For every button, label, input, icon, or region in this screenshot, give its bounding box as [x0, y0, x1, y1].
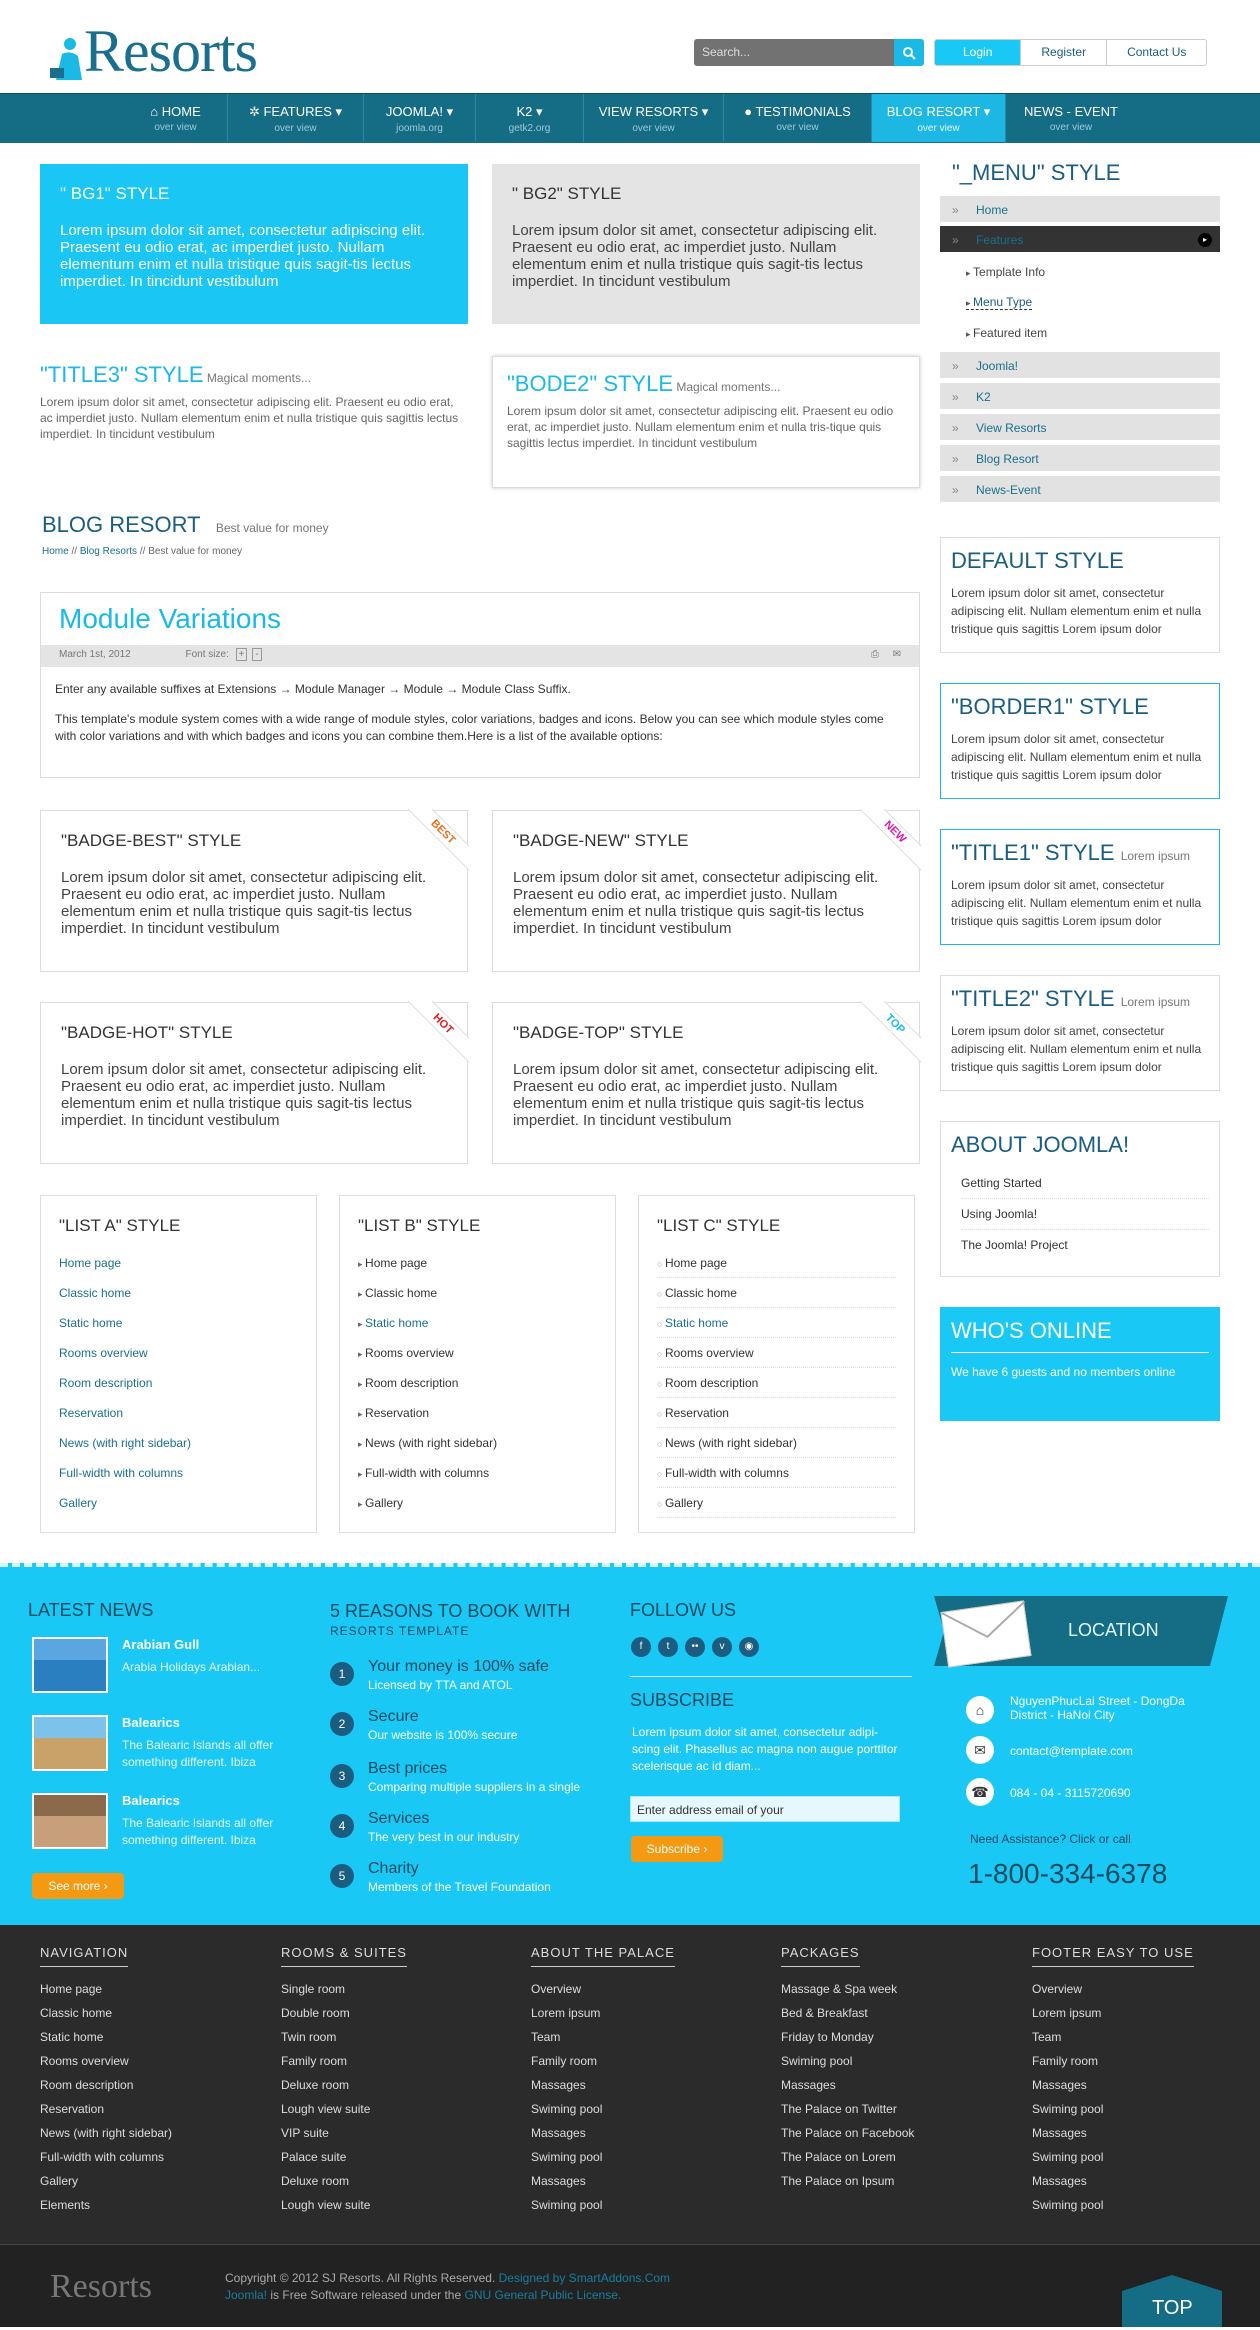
- location-banner: LOCATION: [930, 1596, 1228, 1666]
- contact-email[interactable]: contact@template.com: [1010, 1744, 1133, 1758]
- list-item[interactable]: ○ News (with right sidebar): [657, 1428, 896, 1458]
- nav-features[interactable]: ✲ FEATURES ▾ over view: [228, 94, 364, 142]
- copyright-text: Copyright © 2012 SJ Resorts. All Rights Reserved. Designed by SmartAddons.Com: [225, 2271, 671, 2285]
- bg2-title: " BG2" STYLE: [512, 184, 622, 203]
- news-thumb: [32, 1637, 108, 1693]
- logo[interactable]: [48, 18, 257, 84]
- list-item[interactable]: Home page: [59, 1256, 122, 1270]
- nav-news-event[interactable]: NEWS - EVENT over view: [1024, 104, 1118, 133]
- latest-news-title: LATEST NEWS: [28, 1600, 154, 1620]
- sidebar-sub-featured[interactable]: ▸ Featured item: [966, 326, 1047, 340]
- list-item[interactable]: ▸ Home page: [358, 1248, 597, 1278]
- gear-icon: ✲: [248, 104, 264, 119]
- copyright-bar: [0, 2244, 1260, 2327]
- footer-col-packages: PACKAGES Massage & Spa week Bed & Breakfast Friday to Monday Swiming pool Massages The Palace on Twitter The Palace on Facebook The Palace on Lorem The Palace on Ipsum: [781, 1945, 915, 2188]
- sidebar-item-news[interactable]: » News-Event: [940, 476, 1220, 504]
- bg1-title: " BG1" STYLE: [60, 184, 170, 203]
- bg1-text: Lorem ipsum dolor sit amet, consectetur adipiscing elit. Praesent eu odio erat, ac imperdiet justo. Nullam elementum enim et nulla tristique quis sagit-tis lectus imperdiet. In tincidunt vestibulum: [60, 222, 426, 290]
- article-meta: March 1st, 2012 Font size: + - ⎙ ✉: [41, 645, 919, 667]
- list-item[interactable]: ○ Static home: [657, 1308, 896, 1338]
- breadcrumb: Home // Blog Resorts // Best value for money: [42, 546, 243, 557]
- phone-icon: ☎: [966, 1778, 994, 1806]
- subscribe-title: SUBSCRIBE: [630, 1690, 735, 1710]
- list-item[interactable]: ▸ Rooms overview: [358, 1338, 597, 1368]
- nav-testimonials[interactable]: ● TESTIMONIALS over view: [724, 94, 872, 142]
- logo-figure-icon: [48, 24, 84, 80]
- footer-col-rooms: ROOMS & SUITES Single room Double room Twin room Family room Deluxe room Lough view suite VIP suite Palace suite Deluxe room Lough view suite: [281, 1945, 407, 2212]
- list-item[interactable]: Reservation: [59, 1406, 124, 1420]
- list-item[interactable]: ○ Reservation: [657, 1398, 896, 1428]
- contact-button[interactable]: Contact Us: [1106, 40, 1206, 65]
- article: Module Variations March 1st, 2012 Font size: + - ⎙ ✉ Enter any available suffixes at Extensions → Module Manager → Module → Module Class Suffix. This template's module system comes with a wide range of module styles, color variations, badges and icons. Below you can see which module styles come with color variations and with which badges and icons you can combine them.Here is a list of the available options:: [40, 592, 920, 778]
- title3-title: "TITLE3" STYLE: [40, 362, 204, 387]
- sidebar-sub-template-info[interactable]: ▸ Template Info: [966, 265, 1045, 279]
- search-button[interactable]: [894, 39, 924, 66]
- news-item[interactable]: Balearics The Balearic Islands all offer something different. Ibiza: [30, 1715, 290, 1773]
- article-title: Module Variations: [59, 603, 282, 634]
- register-button[interactable]: Register: [1020, 40, 1106, 65]
- email-input[interactable]: Enter address email of your: [630, 1796, 900, 1822]
- bg2-text: Lorem ipsum dolor sit amet, consectetur adipiscing elit. Praesent eu odio erat, ac imperdiet justo. Nullam elementum enim et nulla tristique quis sagit-tis lectus imperdiet. In tincidunt vestibulum: [512, 222, 878, 290]
- list-item[interactable]: News (with right sidebar): [59, 1436, 192, 1450]
- title2-module: "TITLE2" STYLE Lorem ipsum Lorem ipsum dolor sit amet, consectetur adipiscing elit. Nullam elementum enim et nulla tristique quis sagittis Lorem ipsum dolor: [940, 975, 1220, 1091]
- list-a-module: "LIST A" STYLE Home page Classic home Static home Rooms overview Room description Reservation News (with right sidebar) Full-width with columns Gallery: [40, 1195, 317, 1533]
- hotline: 1-800-334-6378: [968, 1858, 1168, 1889]
- list-item[interactable]: Classic home: [59, 1286, 132, 1300]
- bode2-module: "BODE2" STYLE Magical moments... Lorem ipsum dolor sit amet, consectetur adipiscing elit. Praesent eu odio erat, ac imperdiet justo. Nullam elementum enim et nulla tris-tique quis sagittis lectus imperdiet. In tincidunt vestibulum: [492, 356, 920, 488]
- home-icon: ⌂: [150, 104, 162, 119]
- auth-links: [934, 39, 1207, 66]
- list-item[interactable]: ○ Room description: [657, 1368, 896, 1398]
- footer-logo[interactable]: Resorts: [50, 2268, 152, 2305]
- title1-module: "TITLE1" STYLE Lorem ipsum Lorem ipsum dolor sit amet, consectetur adipiscing elit. Nullam elementum enim et nulla tristique quis sagittis Lorem ipsum dolor: [940, 829, 1220, 945]
- list-item[interactable]: Full-width with columns: [59, 1466, 184, 1480]
- list-item[interactable]: Static home: [59, 1316, 123, 1330]
- envelope-icon: [941, 1600, 1032, 1667]
- title3-module: "TITLE3" STYLE Magical moments... Lorem ipsum dolor sit amet, consectetur adipiscing elit. Praesent eu odio erat, ac imperdiet justo. Nullam elementum enim et nulla tristique quis sagittis lectus imperdiet. In tincidunt vestibulum: [40, 362, 459, 441]
- border1-module: "BORDER1" STYLE Lorem ipsum dolor sit amet, consectetur adipiscing elit. Nullam elementum enim et nulla tristique quis sagittis Lorem ipsum dolor: [940, 683, 1220, 799]
- reason-item: 3 Best prices Comparing multiple suppliers in a single: [330, 1760, 620, 1800]
- page-title: BLOG RESORT: [42, 512, 201, 537]
- list-b-module: "LIST B" STYLE ▸ Home page ▸ Classic home ▸ Static home ▸ Rooms overview ▸ Room description ▸ Reservation ▸ News (with right sidebar) ▸ Full-width with columns ▸ Gallery: [339, 1195, 616, 1533]
- bode2-title: "BODE2" STYLE: [507, 371, 674, 396]
- whos-online-module: WHO'S ONLINE We have 6 guests and no members online: [940, 1307, 1220, 1421]
- mail-icon: ✉: [966, 1736, 994, 1764]
- vimeo-icon[interactable]: v: [712, 1637, 732, 1657]
- list-item[interactable]: Using Joomla!: [961, 1199, 1209, 1230]
- badge-top-module: TOP "BADGE-TOP" STYLE Lorem ipsum dolor sit amet, consectetur adipiscing elit. Praesent eu odio erat, ac imperdiet justo. Nullam elementum enim et nulla tristique quis sagit-tis lectus imperdiet. In tincidunt vestibulum: [492, 1002, 920, 1164]
- default-style-module: DEFAULT STYLE Lorem ipsum dolor sit amet, consectetur adipiscing elit. Nullam elementum enim et nulla tristique quis sagittis Lorem ipsum dolor: [940, 537, 1220, 653]
- sidebar-item-joomla[interactable]: » Joomla!: [940, 352, 1220, 380]
- back-to-top-button[interactable]: TOP: [1122, 2275, 1222, 2327]
- see-more-button[interactable]: See more ›: [32, 1873, 124, 1899]
- news-item[interactable]: Balearics The Balearic Islands all offer something different. Ibiza: [30, 1793, 290, 1851]
- footer-col-easy: FOOTER EASY TO USE Overview Lorem ipsum Team Family room Massages Swiming pool Massages Swiming pool Massages Swiming pool: [1032, 1945, 1194, 2212]
- list-item[interactable]: ▸ Full-width with columns: [358, 1458, 597, 1488]
- badge-new-module: NEW "BADGE-NEW" STYLE Lorem ipsum dolor sit amet, consectetur adipiscing elit. Praesent eu odio erat, ac imperdiet justo. Nullam elementum enim et nulla tristique quis sagit-tis lectus imperdiet. In tincidunt vestibulum: [492, 810, 920, 972]
- list-item[interactable]: ○ Gallery: [657, 1488, 896, 1518]
- footer-col-about: ABOUT THE PALACE Overview Lorem ipsum Team Family room Massages Swiming pool Massages Swiming pool Massages Swiming pool: [531, 1945, 675, 2212]
- sidebar-item-view-resorts[interactable]: » View Resorts: [940, 414, 1220, 442]
- footer-col-navigation: NAVIGATION Home page Classic home Static home Rooms overview Room description Reservation News (with right sidebar) Full-width with columns Gallery Elements: [40, 1945, 173, 2212]
- news-thumb: [32, 1793, 108, 1849]
- login-button[interactable]: Login: [935, 40, 1020, 65]
- sidebar-item-home[interactable]: » Home: [940, 196, 1220, 224]
- badge-best-module: BEST "BADGE-BEST" STYLE Lorem ipsum dolor sit amet, consectetur adipiscing elit. Praesent eu odio erat, ac imperdiet justo. Nullam elementum enim et nulla tristique quis sagit-tis lectus imperdiet. In tincidunt vestibulum: [40, 810, 468, 972]
- badge-hot: HOT: [399, 1001, 469, 1071]
- list-item[interactable]: ○ Home page: [657, 1248, 896, 1278]
- subscribe-button[interactable]: Subscribe ›: [631, 1836, 723, 1862]
- list-item[interactable]: Room description: [59, 1376, 153, 1390]
- nav-k2[interactable]: K2 ▾ getk2.org: [476, 94, 584, 142]
- bg1-module: [40, 164, 468, 324]
- twitter-icon[interactable]: t: [658, 1637, 678, 1657]
- nav-joomla[interactable]: JOOMLA! ▾ joomla.org: [364, 94, 476, 142]
- font-increase-button[interactable]: +: [236, 648, 248, 661]
- search-bar: [694, 39, 924, 66]
- nav-view-resorts[interactable]: VIEW RESORTS ▾ over view: [584, 94, 724, 142]
- menu-title: "_MENU" STYLE: [952, 160, 1121, 185]
- font-decrease-button[interactable]: -: [252, 648, 261, 661]
- badge-best: BEST: [399, 809, 469, 879]
- sidebar-item-k2[interactable]: » K2: [940, 383, 1220, 411]
- reason-item: 1 Your money is 100% safe Licensed by TTA and ATOL: [330, 1658, 620, 1698]
- about-joomla-module: ABOUT JOOMLA! Getting Started Using Joomla! The Joomla! Project: [940, 1121, 1220, 1277]
- list-item[interactable]: The Joomla! Project: [961, 1238, 1068, 1252]
- news-thumb: [32, 1715, 108, 1771]
- search-icon: [902, 46, 916, 60]
- chevron-icon: ▸: [1198, 233, 1212, 247]
- reason-item: 2 Secure Our website is 100% secure: [330, 1708, 620, 1748]
- search-input[interactable]: Search...: [694, 39, 894, 66]
- badge-top: TOP: [851, 1001, 921, 1071]
- sidebar-item-features[interactable]: » Features ▸: [940, 226, 1220, 254]
- list-item[interactable]: ▸ Reservation: [358, 1398, 597, 1428]
- list-c-module: "LIST C" STYLE ○ Home page ○ Classic home ○ Static home ○ Rooms overview ○ Room description ○ Reservation ○ News (with right sidebar) ○ Full-width with columns ○ Gallery: [638, 1195, 915, 1533]
- blog-header: BLOG RESORT Best value for money: [42, 512, 329, 537]
- list-item[interactable]: Getting Started: [961, 1168, 1209, 1199]
- main-nav: [0, 93, 1260, 143]
- list-item[interactable]: ○ Full-width with columns: [657, 1458, 896, 1488]
- reason-item: 4 Services The very best in our industry: [330, 1810, 620, 1850]
- nav-blog-resort[interactable]: BLOG RESORT ▾ over view: [872, 94, 1006, 142]
- sidebar-item-blog[interactable]: » Blog Resort: [940, 445, 1220, 473]
- flickr-icon[interactable]: ••: [685, 1637, 705, 1657]
- news-item[interactable]: Arabian Gull Arabia Holidays Arabian...: [30, 1637, 290, 1695]
- follow-title: FOLLOW US: [630, 1600, 737, 1620]
- badge-hot-module: HOT "BADGE-HOT" STYLE Lorem ipsum dolor sit amet, consectetur adipiscing elit. Praesent eu odio erat, ac imperdiet justo. Nullam elementum enim et nulla tristique quis sagit-tis lectus imperdiet. In tincidunt vestibulum: [40, 1002, 468, 1164]
- list-item[interactable]: ▸ Static home: [358, 1308, 597, 1338]
- home-icon: ⌂: [966, 1696, 994, 1724]
- license-text: Joomla! is Free Software released under the GNU General Public License.: [225, 2288, 622, 2302]
- facebook-icon[interactable]: f: [631, 1637, 651, 1657]
- reasons-title: 5 REASONS TO BOOK WITH: [330, 1601, 571, 1621]
- sidebar-sub-menu-type[interactable]: ▸ Menu Type: [966, 295, 1032, 310]
- list-item[interactable]: Gallery: [59, 1496, 98, 1510]
- print-icon[interactable]: ⎙: [871, 649, 879, 660]
- list-item[interactable]: ▸ Gallery: [358, 1488, 597, 1518]
- list-item[interactable]: ○ Rooms overview: [657, 1338, 896, 1368]
- bg2-module: [492, 164, 920, 324]
- nav-home[interactable]: ⌂ HOME over view: [124, 94, 228, 142]
- list-item[interactable]: ▸ Classic home: [358, 1278, 597, 1308]
- list-item[interactable]: ▸ News (with right sidebar): [358, 1428, 597, 1458]
- speech-bubble-icon: ●: [744, 104, 756, 119]
- email-icon[interactable]: ✉: [892, 649, 901, 660]
- list-item[interactable]: ○ Classic home: [657, 1278, 896, 1308]
- logo-text: Resorts: [84, 18, 257, 84]
- list-item[interactable]: Rooms overview: [59, 1346, 148, 1360]
- reason-item: 5 Charity Members of the Travel Foundation: [330, 1860, 620, 1900]
- badge-new: NEW: [851, 809, 921, 879]
- rss-icon[interactable]: ◉: [739, 1637, 759, 1657]
- list-item[interactable]: ▸ Room description: [358, 1368, 597, 1398]
